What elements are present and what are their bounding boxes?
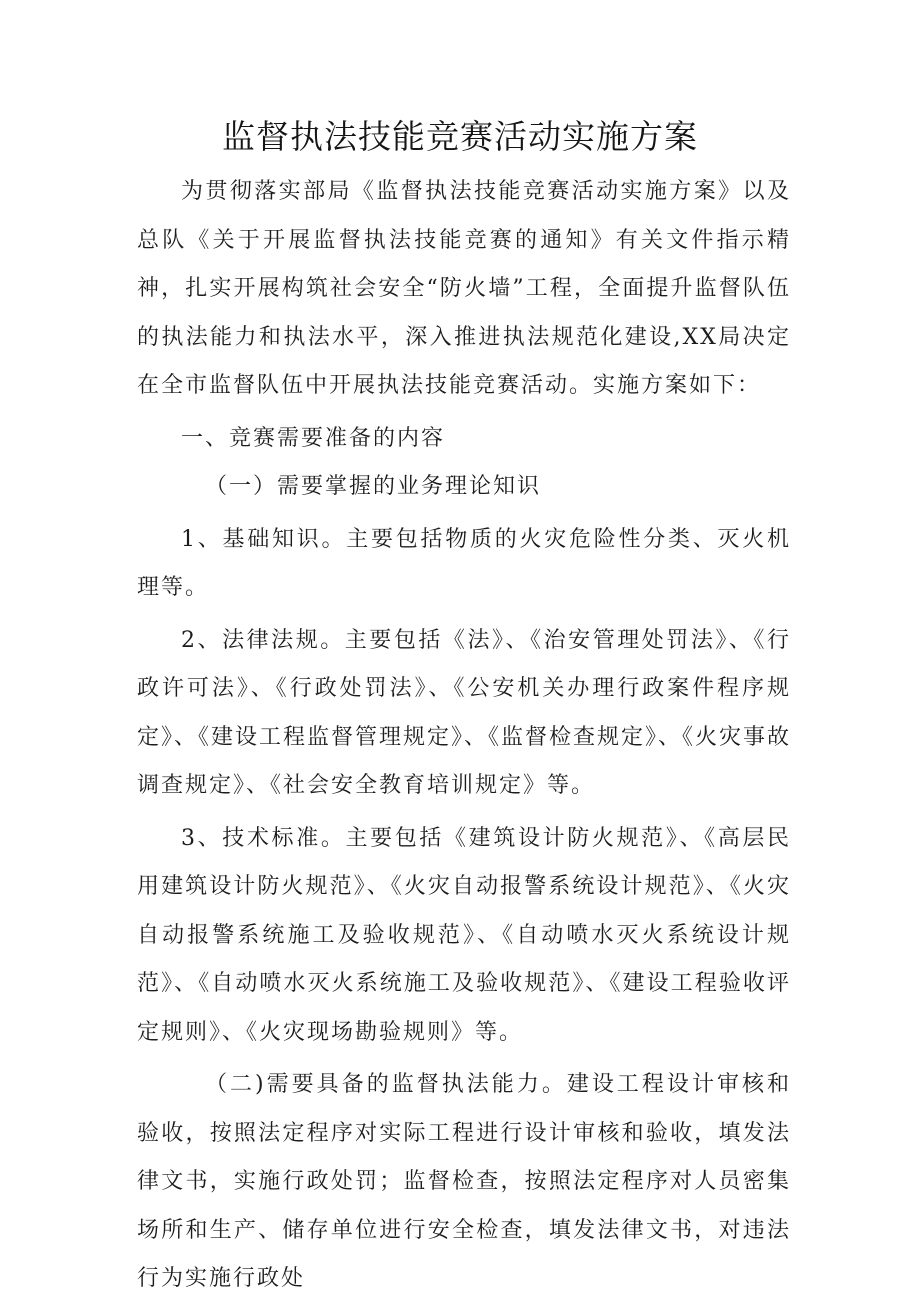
subsection-heading-1: （一）需要掌握的业务理论知识 bbox=[205, 474, 542, 499]
list-item-basic-knowledge: 1、基础知识。主要包括物质的火灾危险性分类、灭火机理等。 bbox=[137, 526, 791, 600]
list-item-laws-regulations: 2、法律法规。主要包括《法》、《治安管理处罚法》、《行政许可法》、《行政处罚法》、《公安机关办理行政案件程序规定》、《建设工程监督管理规定》、《监督检查规定》、《火灾事故调查规定》、《社会安全教育培训规定》等。 bbox=[137, 627, 792, 798]
document-body bbox=[137, 168, 791, 1304]
intro-paragraph: 为贯彻落实部局《监督执法技能竞赛活动实施方案》以及总队《关于开展监督执法技能竞赛的通知》有关文件指示精神，扎实开展构筑社会安全“防火墙”工程，全面提升监督队伍的执法能力和执法水平，深入推进执法规范化建设,XX局决定在全市监督队伍中开展执法技能竞赛活动。实施方案如下： bbox=[137, 179, 791, 398]
section-heading-1: 一、竞赛需要准备的内容 bbox=[181, 425, 446, 451]
list-item-technical-standards: 3、技术标准。主要包括《建筑设计防火规范》、《高层民用建筑设计防火规范》、《火灾自动报警系统设计规范》、《火灾自动报警系统施工及验收规范》、《自动喷水灭火系统设计规范》、《自动喷水灭火系统施工及验收规范》、《建设工程验收评定规则》、《火灾现场勘验规则》等。 bbox=[137, 825, 791, 1045]
subsection-enforcement-ability: （二)需要具备的监督执法能力。建设工程设计审核和验收，按照法定程序对实际工程进行设计审核和验收，填发法律文书，实施行政处罚；监督检查，按照法定程序对人员密集场所和生产、储存单位进行安全检查，填发法律文书，对违法行为实施行政处 bbox=[137, 1072, 791, 1291]
document-title: 监督执法技能竞赛活动实施方案 bbox=[222, 117, 698, 156]
